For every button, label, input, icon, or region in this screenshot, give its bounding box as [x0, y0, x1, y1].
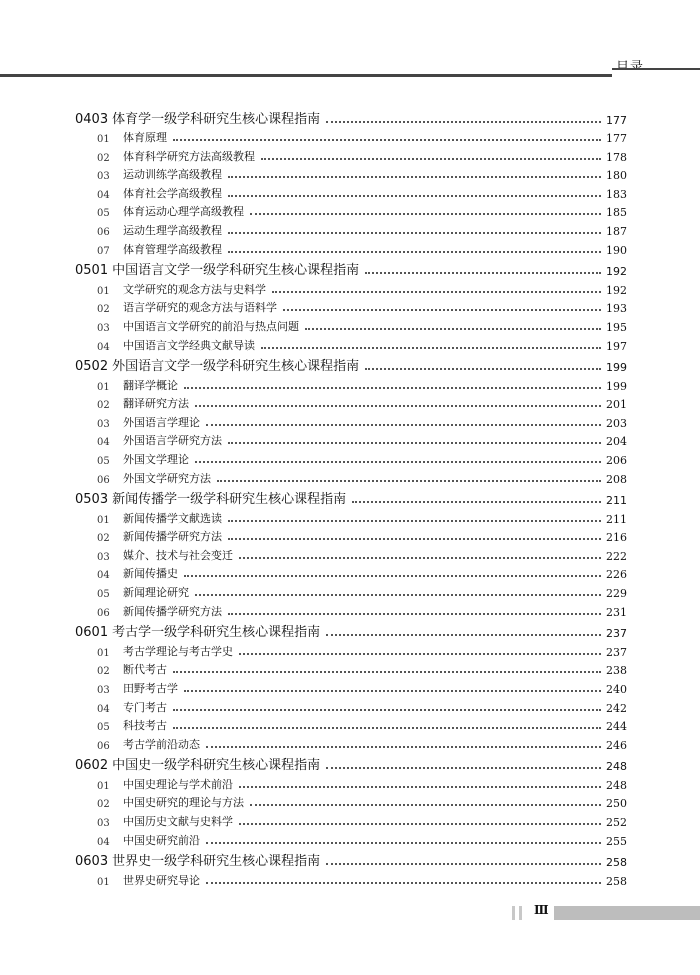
entry-page-number: 242 — [606, 701, 627, 715]
entry-title: 运动生理学高级教程 — [123, 224, 222, 238]
entry-title: 新闻传播史 — [123, 567, 178, 581]
section-page-number: 211 — [606, 494, 627, 508]
section-page-number: 237 — [606, 627, 627, 641]
toc-section-row[interactable] — [75, 257, 627, 279]
entry-number: 01 — [97, 514, 110, 526]
dot-leader — [228, 232, 601, 234]
dot-leader — [326, 634, 601, 636]
toc-section-row[interactable] — [75, 752, 627, 774]
entry-number: 06 — [97, 227, 110, 239]
dot-leader — [217, 480, 601, 482]
dot-leader — [184, 387, 601, 389]
toc-entry-row[interactable] — [75, 411, 627, 430]
dot-leader — [239, 786, 601, 788]
entry-title: 体育运动心理学高级教程 — [123, 205, 244, 219]
toc-entry-row[interactable] — [75, 393, 627, 412]
toc-entry-row[interactable] — [75, 696, 627, 715]
toc-entry-row[interactable] — [75, 430, 627, 449]
entry-number: 01 — [97, 381, 110, 393]
dot-leader — [228, 195, 601, 197]
entry-title: 外国文学理论 — [123, 453, 189, 466]
dot-leader — [206, 424, 601, 426]
toc-entry-row[interactable] — [75, 315, 627, 334]
toc-section-row[interactable] — [75, 105, 627, 127]
dot-leader — [228, 520, 601, 522]
entry-number: 01 — [97, 647, 110, 659]
entry-page-number: 206 — [606, 454, 627, 467]
entry-number: 06 — [97, 607, 110, 619]
toc-entry-row[interactable] — [75, 238, 627, 257]
entry-number: 03 — [97, 818, 110, 829]
section-title: 新闻传播学一级学科研究生核心课程指南 — [112, 492, 347, 508]
dot-leader — [173, 139, 601, 141]
entry-title: 新闻传播学研究方法 — [123, 530, 222, 544]
entry-page-number: 187 — [606, 225, 627, 239]
toc-entry-row[interactable] — [75, 507, 627, 526]
entry-title: 外国语言学研究方法 — [123, 434, 222, 448]
dot-leader — [261, 347, 601, 349]
entry-title: 体育科学研究方法高级教程 — [123, 149, 255, 163]
toc-section-row[interactable] — [75, 353, 627, 375]
dot-leader — [173, 727, 601, 729]
entry-page-number: 252 — [606, 816, 627, 829]
entry-page-number: 240 — [606, 682, 627, 696]
toc-entry-row[interactable] — [75, 640, 627, 659]
table-of-contents — [75, 105, 627, 888]
entry-number: 04 — [97, 570, 110, 582]
entry-number: 02 — [97, 152, 110, 164]
toc-entry-row[interactable] — [75, 715, 627, 734]
entry-title: 翻译学概论 — [123, 378, 178, 392]
entry-title: 语言学研究的观念方法与语料学 — [123, 301, 277, 315]
dot-leader — [228, 442, 601, 444]
dot-leader — [305, 328, 601, 330]
toc-entry-row[interactable] — [75, 164, 627, 183]
footer-bar — [554, 906, 700, 920]
entry-title: 中国史研究的理论与方法 — [123, 796, 244, 810]
toc-entry-row[interactable] — [75, 581, 627, 600]
entry-title: 世界史研究导论 — [123, 873, 200, 887]
entry-number: 03 — [97, 418, 110, 430]
entry-title: 体育管理学高级教程 — [123, 242, 222, 256]
toc-entry-row[interactable] — [75, 600, 627, 619]
entry-title: 考古学前沿动态 — [123, 737, 200, 751]
dot-leader — [326, 767, 601, 769]
entry-page-number: 201 — [606, 398, 627, 412]
entry-number: 04 — [97, 437, 110, 449]
dot-leader — [206, 746, 601, 748]
entry-number: 01 — [97, 876, 110, 888]
toc-entry-row[interactable] — [75, 773, 627, 792]
dot-leader — [250, 804, 601, 806]
entry-title: 专门考古 — [123, 700, 167, 714]
entry-page-number: 255 — [606, 834, 627, 848]
entry-number: 02 — [97, 400, 110, 412]
entry-page-number: 226 — [606, 568, 627, 582]
entry-title: 文学研究的观念方法与史料学 — [123, 282, 266, 296]
entry-title: 外国语言学理论 — [123, 415, 200, 429]
toc-entry-row[interactable] — [75, 467, 627, 486]
toc-entry-row[interactable] — [75, 334, 627, 353]
entry-title: 断代考古 — [123, 663, 167, 677]
entry-page-number: 183 — [606, 187, 627, 201]
entry-page-number: 178 — [606, 150, 627, 164]
footer-decoration — [512, 906, 526, 920]
toc-entry-row[interactable] — [75, 526, 627, 545]
toc-entry-row[interactable] — [75, 219, 627, 238]
entry-number: 01 — [97, 134, 110, 146]
entry-number: 05 — [97, 456, 110, 467]
entry-title: 中国语言文学研究的前沿与热点问题 — [123, 319, 299, 333]
toc-entry-row[interactable] — [75, 448, 627, 467]
dot-leader — [195, 405, 601, 407]
entry-page-number: 203 — [606, 416, 627, 430]
entry-page-number: 185 — [606, 206, 627, 220]
section-title: 世界史一级学科研究生核心课程指南 — [112, 854, 321, 870]
entry-page-number: 238 — [606, 664, 627, 678]
toc-entry-row[interactable] — [75, 829, 627, 848]
entry-title: 翻译研究方法 — [123, 397, 189, 411]
dot-leader — [173, 709, 601, 711]
entry-number: 02 — [97, 304, 110, 316]
toc-section-row[interactable] — [75, 619, 627, 641]
section-title: 中国史一级学科研究生核心课程指南 — [112, 758, 321, 774]
entry-number: 03 — [97, 551, 110, 563]
toc-entry-row[interactable] — [75, 127, 627, 146]
entry-number: 04 — [97, 341, 110, 353]
dot-leader — [239, 823, 601, 825]
dot-leader — [239, 557, 601, 559]
entry-page-number: 231 — [606, 605, 627, 619]
entry-page-number: 248 — [606, 778, 627, 792]
entry-number: 04 — [97, 836, 110, 848]
toc-section-row[interactable] — [75, 848, 627, 870]
entry-page-number: 244 — [606, 720, 627, 734]
dot-leader — [195, 594, 601, 596]
section-code: 0603 — [75, 854, 109, 870]
entry-number: 03 — [97, 684, 110, 696]
entry-page-number: 258 — [606, 874, 627, 888]
entry-page-number: 197 — [606, 339, 627, 353]
dot-leader — [206, 882, 601, 884]
entry-page-number: 250 — [606, 797, 627, 811]
section-page-number: 199 — [606, 361, 627, 375]
dot-leader — [261, 158, 601, 160]
entry-title: 中国史研究前沿 — [123, 833, 200, 847]
entry-number: 05 — [97, 722, 110, 734]
section-title: 外国语言文学一级学科研究生核心课程指南 — [112, 359, 360, 375]
toc-section-row[interactable] — [75, 486, 627, 508]
toc-entry-row[interactable] — [75, 297, 627, 316]
section-title: 中国语言文学一级学科研究生核心课程指南 — [112, 263, 360, 279]
dot-leader — [228, 176, 601, 178]
section-page-number: 248 — [606, 760, 627, 774]
toc-entry-row[interactable] — [75, 563, 627, 582]
toc-entry-row[interactable] — [75, 792, 627, 811]
dot-leader — [184, 690, 601, 692]
entry-number: 04 — [97, 189, 110, 201]
entry-number: 07 — [97, 245, 110, 257]
entry-title: 考古学理论与考古学史 — [123, 644, 233, 658]
entry-number: 06 — [97, 740, 110, 752]
entry-title: 体育原理 — [123, 131, 167, 145]
entry-number: 03 — [97, 322, 110, 334]
toc-entry-row[interactable] — [75, 810, 627, 829]
entry-title: 中国史理论与学术前沿 — [123, 777, 233, 791]
entry-page-number: 246 — [606, 738, 627, 752]
dot-leader — [283, 309, 601, 311]
dot-leader — [352, 501, 601, 503]
entry-title: 新闻理论研究 — [123, 586, 189, 600]
section-title: 考古学一级学科研究生核心课程指南 — [112, 625, 321, 641]
section-code: 0601 — [75, 625, 109, 641]
dot-leader — [239, 653, 601, 655]
dot-leader — [228, 251, 601, 253]
section-code: 0501 — [75, 263, 109, 279]
section-page-number: 258 — [606, 856, 627, 870]
toc-entry-row[interactable] — [75, 659, 627, 678]
toc-entry-row[interactable] — [75, 544, 627, 563]
entry-page-number: 237 — [606, 645, 627, 659]
dot-leader — [206, 842, 601, 844]
entry-page-number: 222 — [606, 549, 627, 563]
entry-number: 02 — [97, 799, 110, 811]
entry-number: 01 — [97, 285, 110, 297]
entry-page-number: 190 — [606, 243, 627, 257]
toc-entry-row[interactable] — [75, 677, 627, 696]
entry-title: 新闻传播学研究方法 — [123, 604, 222, 618]
toc-entry-row[interactable] — [75, 278, 627, 297]
entry-title: 媒介、技术与社会变迁 — [123, 548, 233, 562]
entry-title: 田野考古学 — [123, 681, 178, 695]
dot-leader — [173, 671, 601, 673]
dot-leader — [365, 272, 601, 274]
section-code: 0403 — [75, 111, 109, 127]
dot-leader — [326, 121, 601, 123]
header-rule — [0, 74, 700, 77]
toc-entry-row[interactable] — [75, 182, 627, 201]
entry-number: 04 — [97, 703, 110, 715]
dot-leader — [228, 613, 601, 615]
entry-page-number: 199 — [606, 379, 627, 393]
entry-page-number: 204 — [606, 435, 627, 449]
entry-title: 中国历史文献与史料学 — [123, 815, 233, 828]
dot-leader — [326, 863, 601, 865]
dot-leader — [195, 461, 601, 463]
entry-number: 02 — [97, 533, 110, 545]
entry-number: 02 — [97, 666, 110, 678]
toc-entry-row[interactable] — [75, 145, 627, 164]
entry-page-number: 180 — [606, 169, 627, 183]
section-code: 0503 — [75, 492, 109, 508]
toc-entry-row[interactable] — [75, 869, 627, 888]
entry-number: 06 — [97, 474, 110, 486]
dot-leader — [250, 213, 601, 215]
dot-leader — [365, 368, 601, 370]
page-folio: Ⅲ — [534, 903, 549, 917]
entry-page-number: 208 — [606, 472, 627, 486]
section-page-number: 177 — [606, 113, 627, 127]
section-code: 0502 — [75, 359, 109, 375]
entry-page-number: 177 — [606, 132, 627, 146]
entry-page-number: 195 — [606, 320, 627, 334]
entry-number: 01 — [97, 780, 110, 792]
entry-page-number: 211 — [606, 512, 627, 526]
entry-number: 05 — [97, 208, 110, 220]
section-code: 0602 — [75, 758, 109, 774]
toc-entry-row[interactable] — [75, 374, 627, 393]
section-title: 体育学一级学科研究生核心课程指南 — [112, 111, 321, 127]
entry-page-number: 193 — [606, 302, 627, 316]
entry-title: 运动训练学高级教程 — [123, 168, 222, 182]
entry-page-number: 192 — [606, 283, 627, 297]
entry-page-number: 229 — [606, 587, 627, 601]
entry-title: 科技考古 — [123, 719, 167, 733]
entry-title: 新闻传播学文献选读 — [123, 511, 222, 525]
dot-leader — [184, 575, 601, 577]
entry-number: 03 — [97, 171, 110, 183]
toc-entry-row[interactable] — [75, 733, 627, 752]
entry-number: 05 — [97, 589, 110, 601]
entry-title: 体育社会学高级教程 — [123, 186, 222, 200]
section-page-number: 192 — [606, 265, 627, 279]
dot-leader — [272, 291, 601, 293]
dot-leader — [228, 538, 601, 540]
entry-title: 中国语言文学经典文献导读 — [123, 338, 255, 352]
entry-page-number: 216 — [606, 531, 627, 545]
entry-title: 外国文学研究方法 — [123, 471, 211, 485]
toc-entry-row[interactable] — [75, 201, 627, 220]
